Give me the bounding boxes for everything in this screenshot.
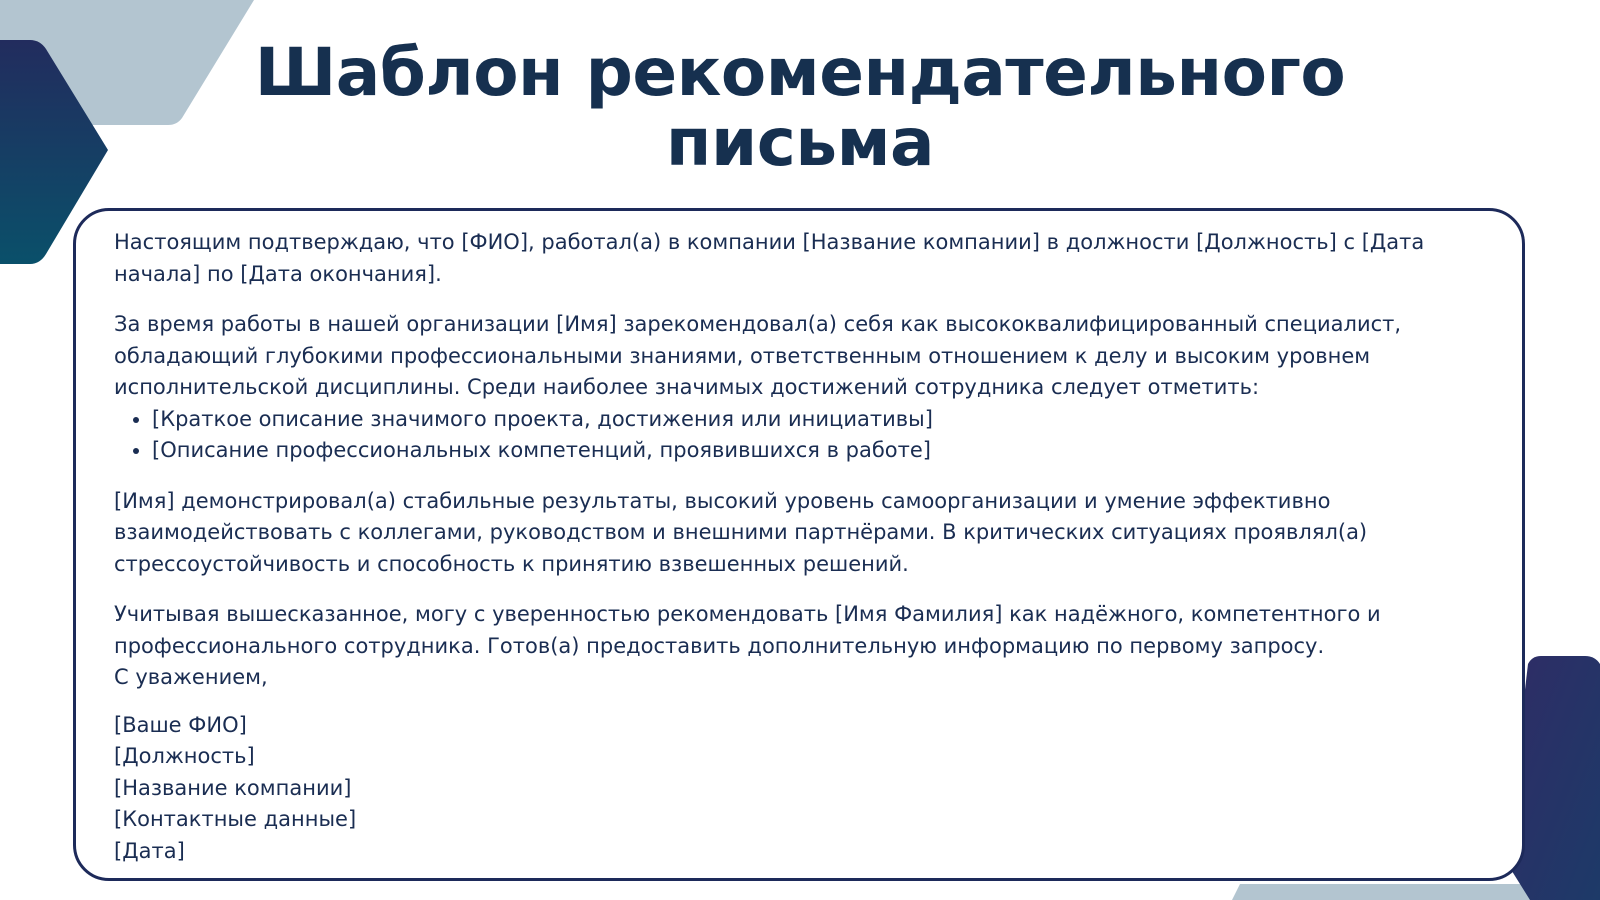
signature-name: [Ваше ФИО] (114, 712, 247, 737)
signature-company: [Название компании] (114, 775, 352, 800)
signature-date: [Дата] (114, 838, 185, 863)
letter-card (73, 208, 1525, 881)
letter-paragraph-1: Настоящим подтверждаю, что [ФИО], работал(а) в компании [Название компании] в должности [Должность] с [Дата начала] по [Дата окончания]. (114, 230, 1425, 286)
letter-paragraph-2: За время работы в нашей организации [Имя] зарекомендовал(а) себя как высококвалифицированный специалист, обладающий глубокими профессиональными знаниями, ответственным отношением к делу и высоким уровнем исполнительской дисциплины. Среди наиболее значимых достижений сотрудника следует отметить: (114, 312, 1402, 399)
achievements-list (114, 404, 1492, 467)
letter-paragraph-4: Учитывая вышесказанное, могу с уверенностью рекомендовать [Имя Фамилия] как надёжного, компетентного и профессионального сотрудника. Готов(а) предоставить дополнительную информацию по первому запросу. (114, 602, 1381, 658)
page-title (0, 34, 1600, 181)
letter-paragraph-3: [Имя] демонстрировал(а) стабильные результаты, высокий уровень самоорганизации и умение эффективно взаимодействовать с коллегами, руководством и внешними партнёрами. В критических ситуациях проявлял(а) стрессоустойчивость и способность к принятию взвешенных решений. (114, 488, 1368, 576)
closing-block (114, 662, 1492, 867)
signature-position: [Должность] (114, 744, 255, 768)
title-line-1: Шаблон рекомендательного (254, 34, 1346, 111)
signature-contacts: [Контактные данные] (114, 807, 357, 831)
list-item: • [Краткое описание значимого проекта, достижения или инициативы] (152, 404, 1492, 436)
list-item: • [Описание профессиональных компетенций, проявившихся в работе] (152, 435, 1492, 467)
closing-text: С уважением, (114, 665, 268, 689)
title-line-2: письма (665, 104, 935, 181)
